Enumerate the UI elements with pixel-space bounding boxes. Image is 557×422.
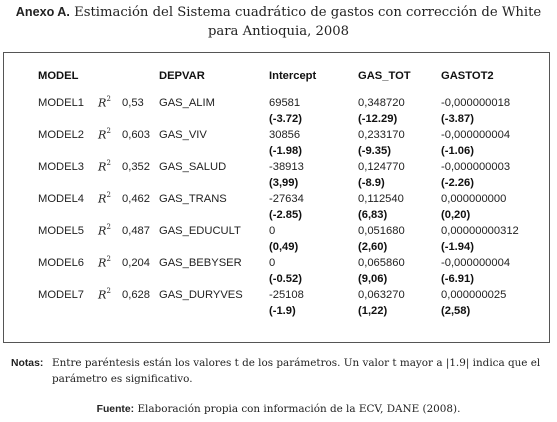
r-symbol: R [98, 288, 107, 302]
r-symbol: R [98, 192, 107, 206]
squared-exponent: 2 [106, 159, 111, 167]
r2-value: 0,352 [122, 161, 150, 173]
r-symbol: R [98, 96, 107, 110]
caption-text: Estimación del Sistema cuadrático de gastos con corrección de White para Antioquia, 2008 [69, 5, 542, 39]
t-gas-tot-cell: (9,06) [358, 273, 388, 285]
intercept-cell: 0 [269, 257, 276, 269]
squared-exponent: 2 [106, 127, 111, 135]
t-intercept-cell: (-2.85) [269, 209, 302, 221]
header-gastot2: GASTOT2 [441, 70, 494, 82]
notes-text: Entre paréntesis están los valores t de los parámetros. Un valor t mayor a |1.9| indica que el parámetro es significativo. [52, 357, 541, 385]
header-model: MODEL [38, 70, 79, 82]
gastot2-cell: -0,000000004 [441, 257, 511, 269]
t-intercept-cell: (-1.9) [269, 305, 296, 317]
gas-tot-cell: 0,051680 [358, 225, 405, 237]
t-intercept-cell: (-3.72) [269, 113, 302, 125]
t-gas-tot-cell: (-8.9) [358, 177, 385, 189]
depvar-cell: GAS_BEBYSER [159, 257, 242, 269]
t-intercept-cell: (3,99) [269, 177, 299, 189]
t-gastot2-cell: (0,20) [441, 209, 471, 221]
intercept-cell: 69581 [269, 97, 301, 109]
t-gastot2-cell: (-6.91) [441, 273, 474, 285]
squared-exponent: 2 [106, 287, 111, 295]
depvar-cell: GAS_EDUCULT [159, 225, 241, 237]
intercept-cell: -38913 [269, 161, 304, 173]
r-symbol: R [98, 128, 107, 142]
t-gastot2-cell: (-3.87) [441, 113, 474, 125]
notes-label: Notas: [11, 358, 44, 369]
t-gastot2-cell: (-2.26) [441, 177, 474, 189]
r-symbol: R [98, 256, 107, 270]
intercept-cell: 30856 [269, 129, 301, 141]
r2-value: 0,462 [122, 193, 150, 205]
source-label: Fuente: [96, 404, 135, 415]
r-squared-symbol [98, 128, 111, 142]
t-gas-tot-cell: (6,83) [358, 209, 388, 221]
r2-value: 0,53 [122, 97, 144, 109]
depvar-cell: GAS_SALUD [159, 161, 227, 173]
t-gastot2-cell: (-1.06) [441, 145, 474, 157]
intercept-cell: -27634 [269, 193, 304, 205]
gas-tot-cell: 0,063270 [358, 289, 405, 301]
depvar-cell: GAS_ALIM [159, 97, 215, 109]
model-cell: MODEL6 [38, 257, 85, 269]
table-source [0, 403, 557, 415]
r-squared-symbol [98, 288, 111, 302]
gastot2-cell: 0,000000000 [441, 193, 507, 205]
squared-exponent: 2 [106, 95, 111, 103]
source-text: Elaboración propia con información de la ECV, DANE (2008). [134, 403, 461, 415]
r2-value: 0,628 [122, 289, 150, 301]
squared-exponent: 2 [106, 223, 111, 231]
r-squared-symbol [98, 160, 111, 174]
gastot2-cell: -0,000000004 [441, 129, 511, 141]
header-depvar: DEPVAR [159, 70, 205, 82]
r-squared-symbol [98, 224, 111, 238]
gas-tot-cell: 0,348720 [358, 97, 405, 109]
r2-value: 0,204 [122, 257, 150, 269]
depvar-cell: GAS_TRANS [159, 193, 227, 205]
gastot2-cell: -0,000000018 [441, 97, 511, 109]
gas-tot-cell: 0,065860 [358, 257, 405, 269]
t-gas-tot-cell: (-9.35) [358, 145, 391, 157]
caption-label: Anexo A. [15, 5, 70, 19]
model-cell: MODEL7 [38, 289, 85, 301]
intercept-cell: 0 [269, 225, 276, 237]
gastot2-cell: -0,000000003 [441, 161, 511, 173]
r-squared-symbol [98, 256, 111, 270]
r-symbol: R [98, 224, 107, 238]
model-cell: MODEL5 [38, 225, 85, 237]
t-gas-tot-cell: (2,60) [358, 241, 388, 253]
header-intercept: Intercept [269, 70, 317, 82]
t-intercept-cell: (-0.52) [269, 273, 302, 285]
r2-value: 0,603 [122, 129, 150, 141]
gas-tot-cell: 0,233170 [358, 129, 405, 141]
depvar-cell: GAS_VIV [159, 129, 207, 141]
table-notes [11, 356, 551, 385]
t-intercept-cell: (0,49) [269, 241, 299, 253]
r-squared-symbol [98, 96, 111, 110]
t-intercept-cell: (-1.98) [269, 145, 302, 157]
t-gastot2-cell: (-1.94) [441, 241, 474, 253]
model-cell: MODEL2 [38, 129, 85, 141]
gas-tot-cell: 0,124770 [358, 161, 405, 173]
t-gastot2-cell: (2,58) [441, 305, 471, 317]
model-cell: MODEL1 [38, 97, 85, 109]
model-cell: MODEL3 [38, 161, 85, 173]
header-gas-tot: GAS_TOT [358, 70, 411, 82]
intercept-cell: -25108 [269, 289, 304, 301]
gastot2-cell: 0,00000000312 [441, 225, 519, 237]
depvar-cell: GAS_DURYVES [159, 289, 243, 301]
t-gas-tot-cell: (1,22) [358, 305, 388, 317]
gas-tot-cell: 0,112540 [358, 193, 404, 205]
t-gas-tot-cell: (-12.29) [358, 113, 398, 125]
gastot2-cell: 0,000000025 [441, 289, 507, 301]
r2-value: 0,487 [122, 225, 150, 237]
squared-exponent: 2 [106, 191, 111, 199]
r-squared-symbol [98, 192, 111, 206]
r-symbol: R [98, 160, 107, 174]
model-cell: MODEL4 [38, 193, 85, 205]
squared-exponent: 2 [106, 255, 111, 263]
table-caption [0, 3, 557, 41]
regression-table [3, 52, 550, 343]
